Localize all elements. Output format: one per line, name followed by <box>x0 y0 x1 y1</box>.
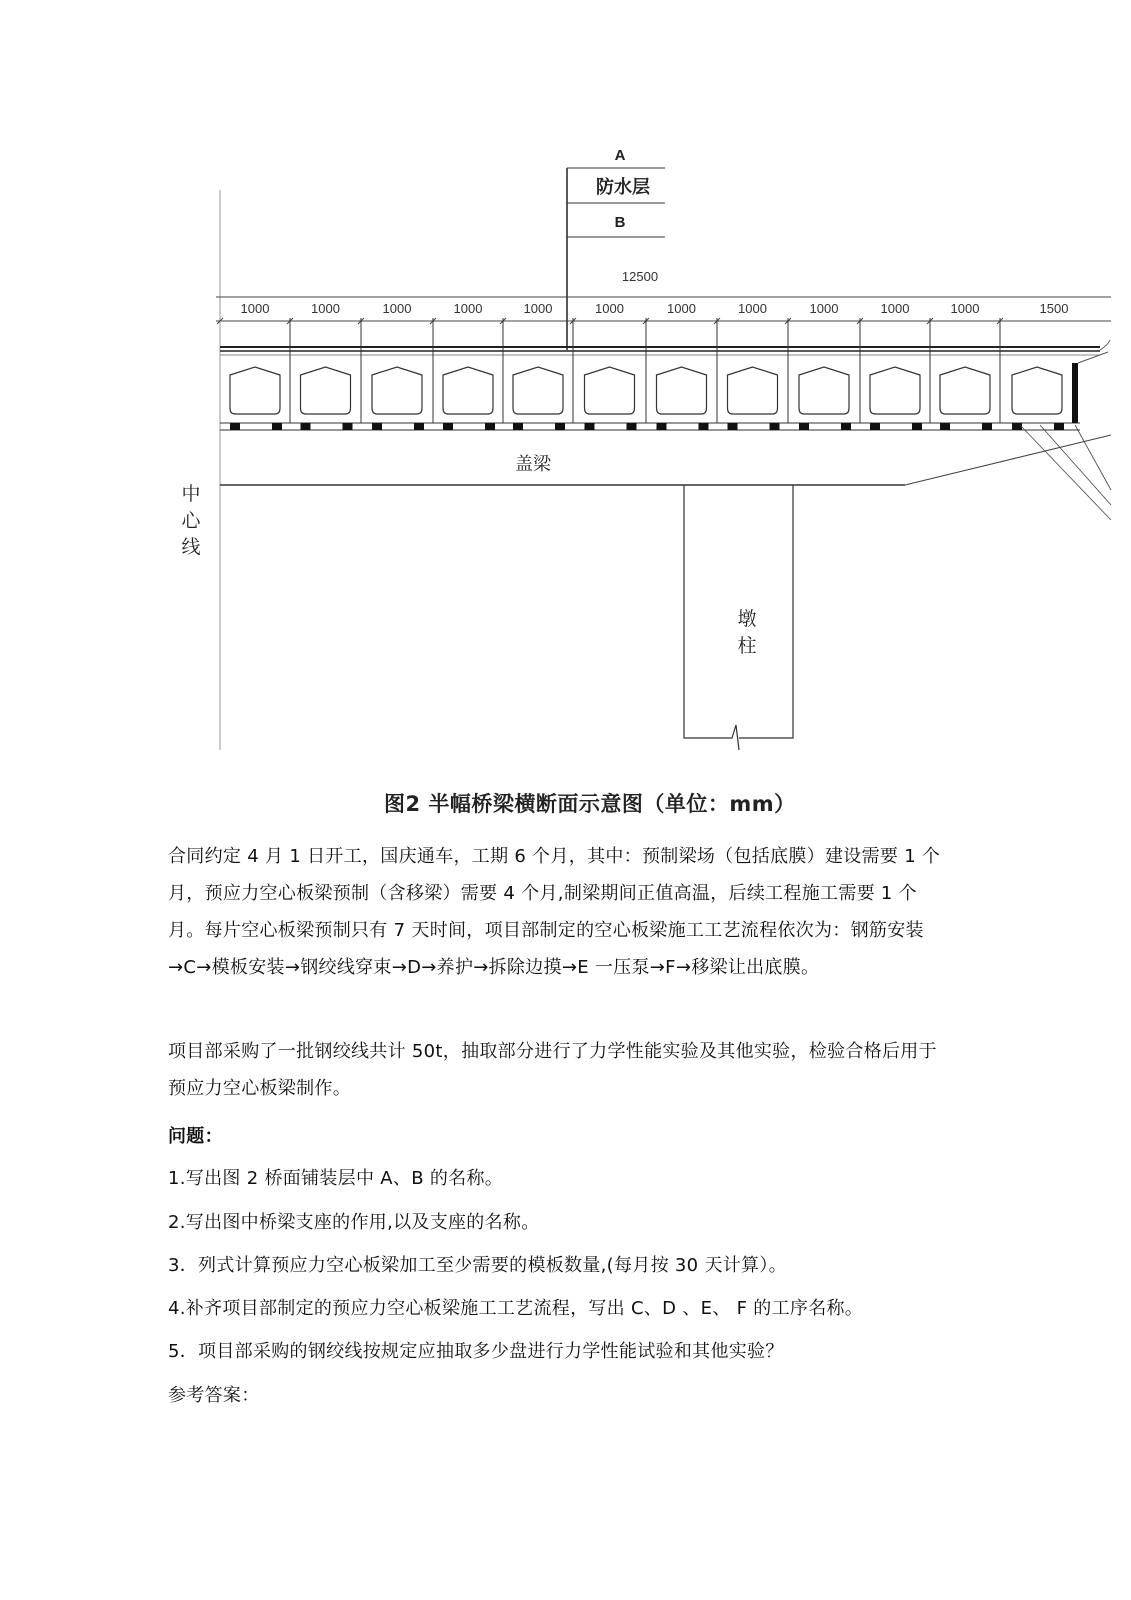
bearing-pad <box>230 423 240 430</box>
pavement-label-b: B <box>614 214 626 231</box>
hollow-core <box>513 367 563 414</box>
hollow-core <box>372 367 422 414</box>
cap-beam <box>220 435 1111 485</box>
bearing-pad <box>414 423 424 430</box>
hollow-core <box>870 367 920 414</box>
dimension-label: 1000 <box>950 301 980 316</box>
bearing-pad <box>940 423 950 430</box>
bearing-pad <box>301 423 311 430</box>
bearing-pad <box>870 423 880 430</box>
dimension-label: 1000 <box>523 301 553 316</box>
pavement-label-a: A <box>614 147 626 164</box>
hollow-core <box>657 367 707 414</box>
hollow-core <box>940 367 990 414</box>
bearing-pad <box>343 423 353 430</box>
hollow-core <box>443 367 493 414</box>
question-2: 2.写出图中桥梁支座的作用,以及支座的名称。 <box>168 1212 540 1233</box>
centerline-label <box>181 483 201 558</box>
bearing-pad <box>585 423 595 430</box>
hollow-core <box>799 367 849 414</box>
pier-label-1: 墩 <box>737 609 757 630</box>
bearing-pad <box>699 423 709 430</box>
bearings <box>230 423 1064 430</box>
bearing-pad <box>485 423 495 430</box>
bearing-pad <box>841 423 851 430</box>
answer-heading: 参考答案： <box>168 1385 260 1406</box>
questions-heading: 问题： <box>168 1126 223 1147</box>
bearing-pad <box>372 423 382 430</box>
pavement-layer-box <box>567 147 665 350</box>
bearing-pad <box>912 423 922 430</box>
question-4: 4.补齐项目部制定的预应力空心板梁施工工艺流程，写出 C、D 、E、 F 的工序名称。 <box>168 1298 864 1319</box>
bearing-pad <box>982 423 992 430</box>
bearing-pad <box>1054 423 1064 430</box>
dimension-label: 1000 <box>240 301 270 316</box>
bearing-pad <box>770 423 780 430</box>
bridge-cross-section-figure <box>0 0 1131 780</box>
paragraph-2: 项目部采购了一批钢绞线共计 50t，抽取部分进行了力学性能实验及其他实验，检验合格后用于预应力空心板梁制作。 <box>168 1041 937 1099</box>
bearing-pad <box>728 423 738 430</box>
bearing-pad <box>272 423 282 430</box>
pavement-label-waterproof: 防水层 <box>596 177 650 197</box>
hollow-core <box>230 367 280 414</box>
dimension-label: 1000 <box>311 301 340 316</box>
question-5: 5．项目部采购的钢绞线按规定应抽取多少盘进行力学性能试验和其他实验？ <box>168 1341 784 1362</box>
figure-caption: 图2 半幅桥梁横断面示意图（单位：mm） <box>384 792 796 816</box>
question-1: 1.写出图 2 桥面铺装层中 A、B 的名称。 <box>168 1168 504 1189</box>
dimension-label: 1000 <box>738 301 767 316</box>
dimension-label: 1000 <box>382 301 412 316</box>
cap-beam-label: 盖梁 <box>515 454 551 474</box>
paragraph-1: 合同约定 4 月 1 日开工，国庆通车，工期 6 个月，其中：预制梁场（包括底膜）建设需要 1 个月，预应力空心板梁预制（含移梁）需要 4 个月,制梁期间正值高温，后续工程施工需要 1 个月。每片空心板梁预制只有 7 天时间，项目部制定的空心板梁施工工艺流程依次为：钢筋安装→C→模板安装→钢绞线穿束→D→养护→拆除边摸→E 一压泵→F→移梁让出底膜。 <box>168 846 941 978</box>
dimension-label: 1000 <box>809 301 839 316</box>
hollow-core <box>1012 367 1062 414</box>
bearing-pad <box>1012 423 1022 430</box>
pier-column <box>684 485 793 750</box>
pier-label-2: 柱 <box>737 636 757 657</box>
dimension-label: 1000 <box>880 301 910 316</box>
hollow-slab-beams <box>230 318 1062 423</box>
bearing-pad <box>443 423 453 430</box>
dimension-label: 1000 <box>667 301 696 316</box>
bearing-pad <box>555 423 565 430</box>
bearing-pad <box>799 423 809 430</box>
dimension-label: 1500 <box>1039 301 1069 316</box>
total-width-label: 12500 <box>621 269 659 284</box>
bearing-pad <box>513 423 523 430</box>
hollow-core <box>728 367 778 414</box>
question-3: 3．列式计算预应力空心板梁加工至少需要的模板数量,(每月按 30 天计算）。 <box>168 1255 787 1276</box>
bearing-pad <box>627 423 637 430</box>
dimension-label: 1000 <box>453 301 483 316</box>
svg-text:中: 中 <box>181 484 201 505</box>
hollow-core <box>301 367 351 414</box>
dimension-label: 1000 <box>595 301 624 316</box>
svg-text:心: 心 <box>181 511 201 532</box>
svg-text:线: 线 <box>181 537 201 558</box>
bearing-pad <box>657 423 667 430</box>
hollow-core <box>585 367 635 414</box>
